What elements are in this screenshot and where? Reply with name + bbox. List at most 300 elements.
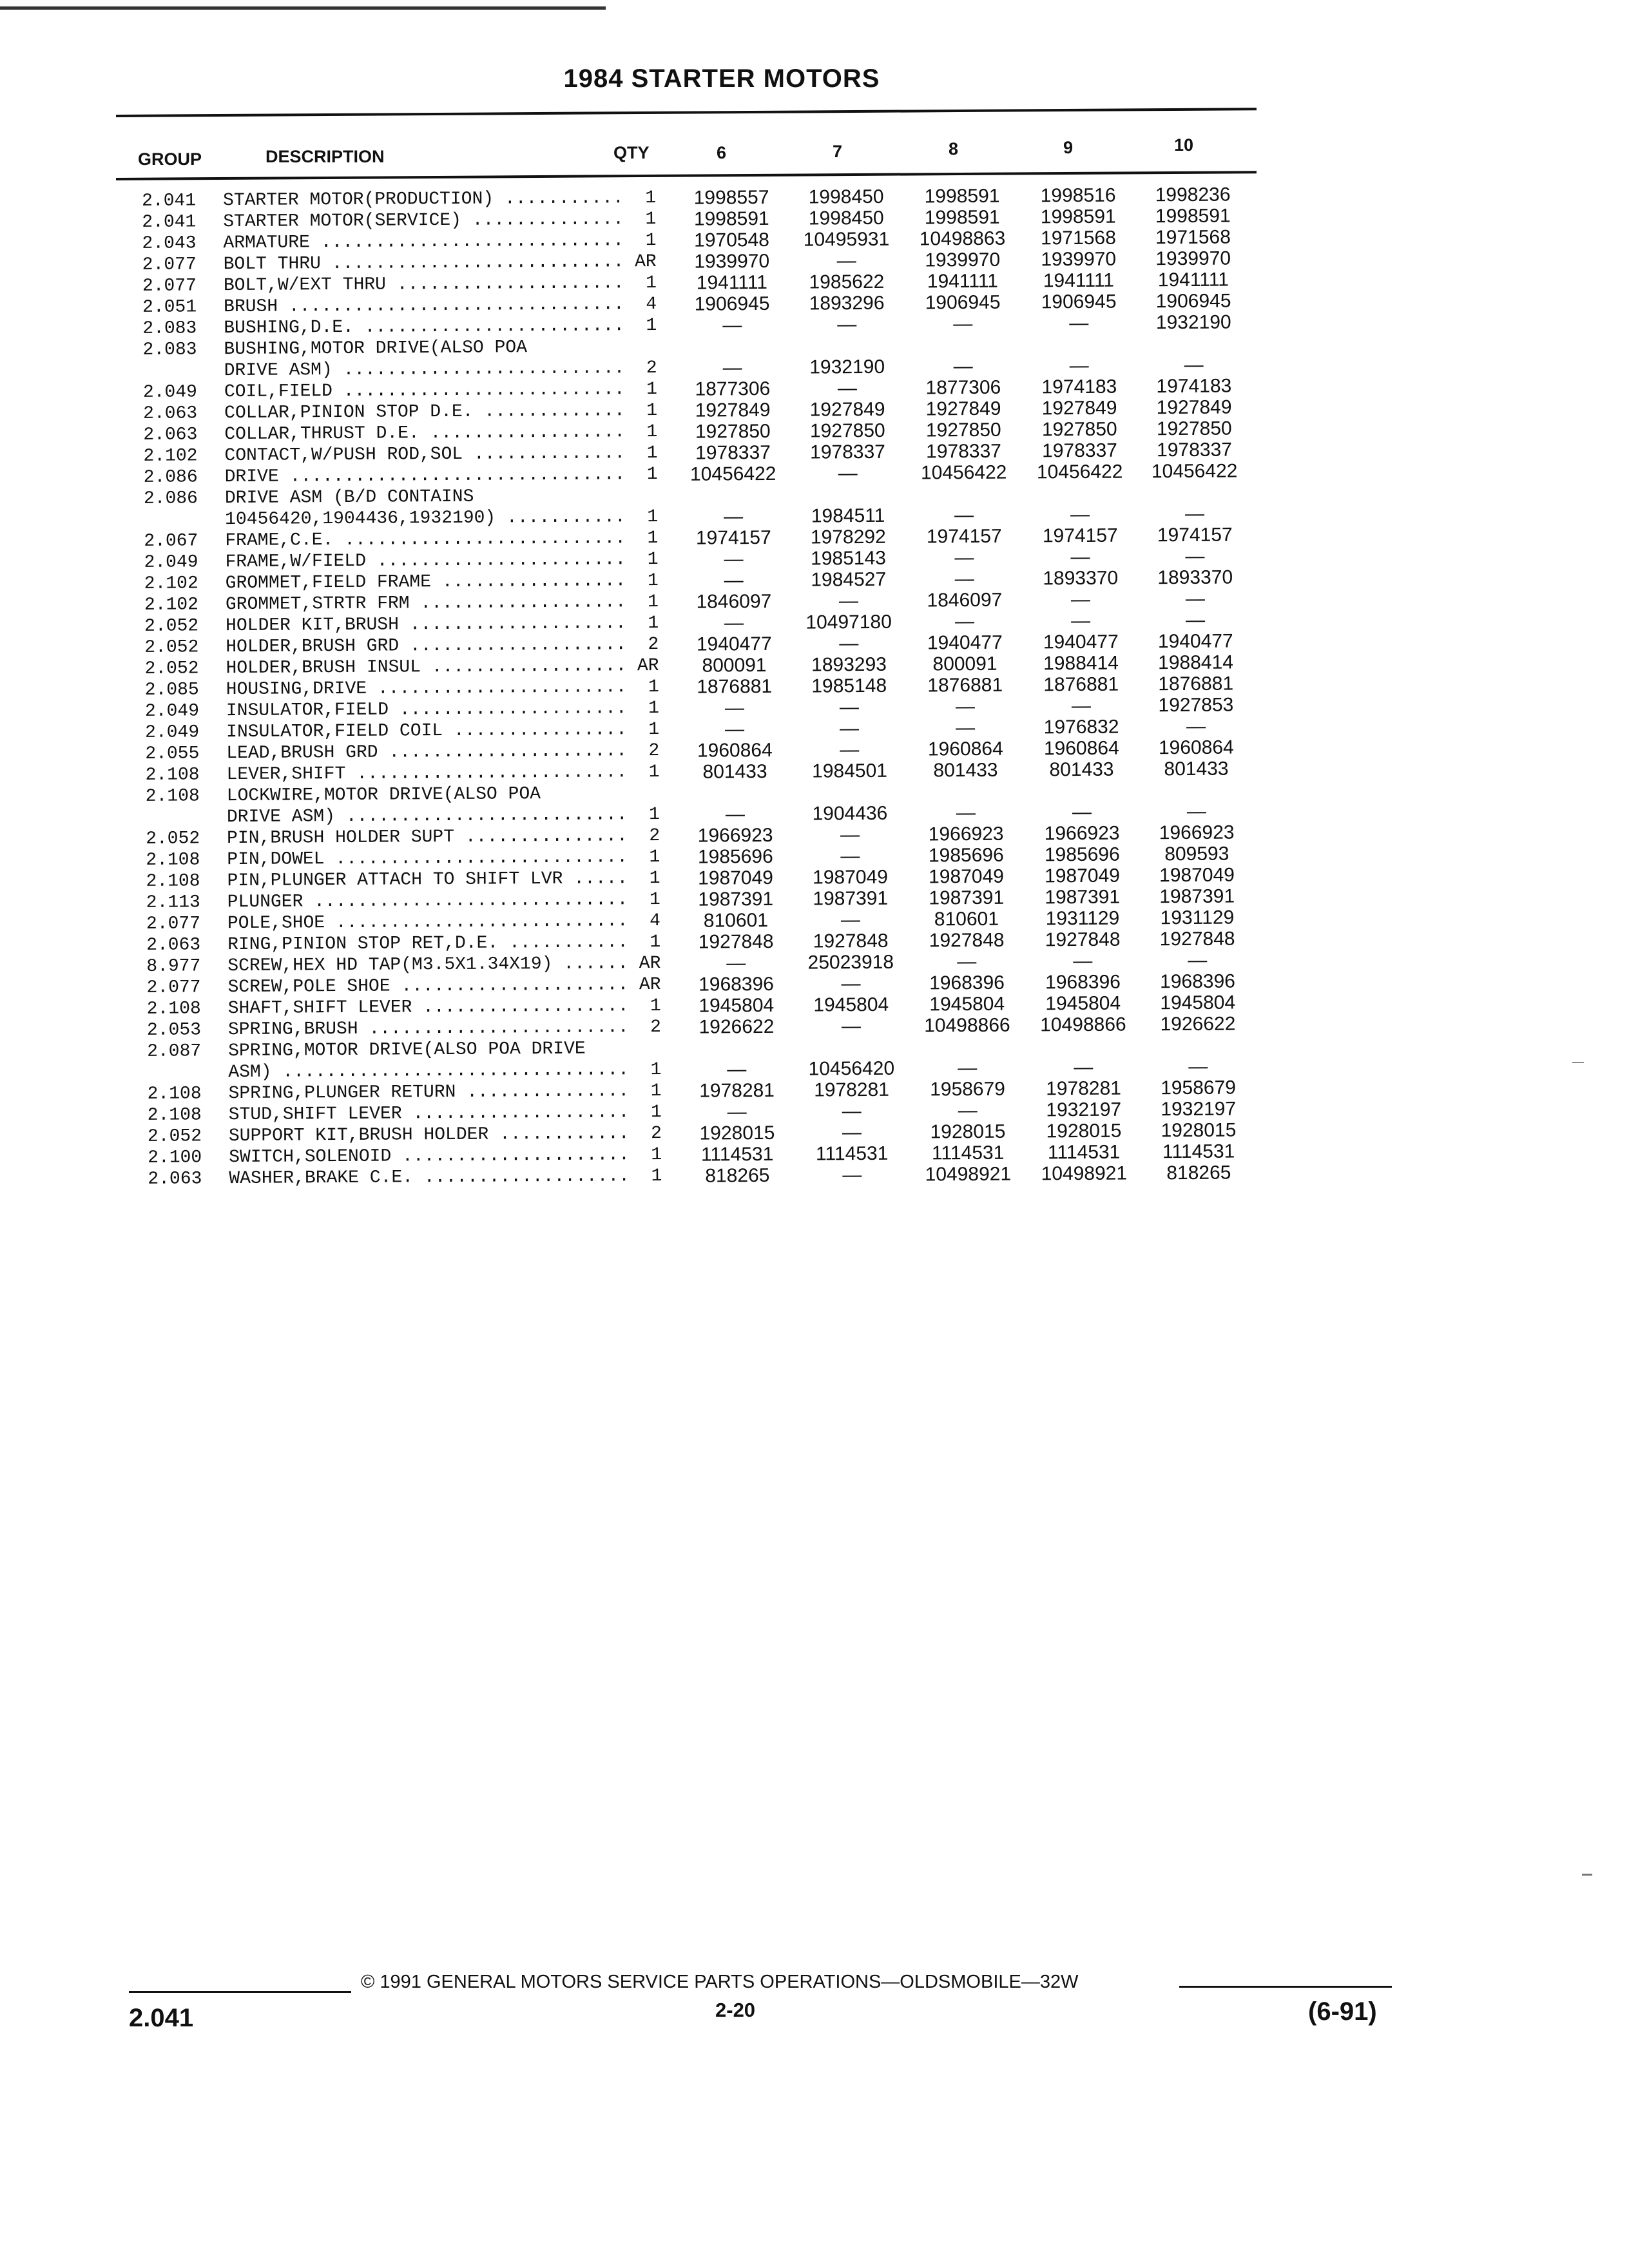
part-number-col-7: 1987391 [813, 887, 889, 910]
quantity: 1 [627, 1166, 662, 1187]
header-bottom-rule [116, 171, 1257, 180]
part-number-col-10: 801433 [1164, 758, 1229, 780]
part-number-col-7: — [840, 739, 860, 761]
part-number-col-7: — [841, 973, 861, 995]
part-number-col-7: 1998450 [808, 207, 884, 229]
part-description: ARMATURE ..... [223, 230, 642, 254]
part-number-col-8: — [957, 950, 977, 973]
quantity: 1 [624, 570, 659, 591]
part-description: WASHER,BRAKE C.E. ..... [229, 1166, 648, 1189]
part-number-col-6: — [724, 697, 745, 719]
header-qty: QTY [613, 143, 650, 162]
page-title: 1984 STARTER MOTORS [563, 64, 880, 93]
part-number-col-9: 1987049 [1045, 865, 1121, 887]
part-number-col-8: — [953, 313, 973, 335]
part-number-col-7: 1114531 [815, 1142, 889, 1165]
part-number-col-10: 1941111 [1157, 269, 1229, 291]
part-number-col-9: 1893370 [1043, 567, 1119, 590]
part-description: SCREW,POLE SHOE ..... [227, 974, 646, 998]
part-number-col-9: 801433 [1049, 758, 1114, 781]
part-number-col-7: 1985622 [809, 271, 885, 293]
part-description: GROMMET,FIELD FRAME ..... [226, 570, 644, 594]
part-number-col-6: 818265 [705, 1164, 770, 1187]
part-description: ASM) ..... [228, 1059, 647, 1083]
part-number-col-9: — [1074, 1056, 1094, 1079]
part-number-col-6: 1876881 [697, 675, 773, 698]
part-number-col-8: — [956, 802, 976, 824]
part-number-col-10: — [1185, 545, 1205, 567]
part-number-col-6: 810601 [703, 909, 769, 932]
part-description: LEAD,BRUSH GRD ..... [226, 740, 645, 764]
part-number-col-9: 10456422 [1036, 461, 1123, 483]
part-description: COIL,FIELD ..... [224, 379, 643, 403]
part-number-col-9: — [1069, 312, 1089, 334]
part-number-col-10: 1987049 [1159, 864, 1235, 887]
part-number-col-7: 1945804 [813, 994, 889, 1016]
quantity: 1 [622, 443, 657, 464]
part-number-col-8: 1927848 [929, 929, 1005, 952]
quantity: 1 [621, 230, 656, 251]
part-number-col-10: 1998591 [1155, 205, 1231, 227]
part-number-col-6: — [725, 718, 745, 740]
part-number-col-7: 1985148 [811, 675, 887, 697]
quantity: 1 [622, 315, 657, 336]
part-number-col-7: 1978292 [810, 526, 886, 548]
group-number: 2.063 [143, 403, 198, 424]
part-number-col-9: — [1071, 610, 1091, 632]
group-number: 2.041 [142, 191, 197, 211]
part-number-col-8: 1877306 [925, 376, 1001, 399]
part-number-col-10: 1960864 [1158, 736, 1234, 759]
part-number-col-10: 1932197 [1161, 1098, 1237, 1120]
part-number-col-8: — [955, 610, 975, 633]
group-number: 2.043 [142, 233, 197, 254]
part-description: PLUNGER ..... [227, 889, 646, 913]
part-number-col-6: 1928015 [699, 1122, 775, 1144]
part-description: RING,PINION STOP RET,D.E. ..... [227, 932, 646, 956]
part-number-col-10: 1893370 [1157, 566, 1233, 589]
part-number-col-7: 10456420 [808, 1057, 895, 1080]
quantity: 1 [626, 1059, 661, 1081]
part-description: INSULATOR,FIELD ..... [226, 698, 645, 722]
group-number: 2.085 [144, 680, 199, 700]
part-number-col-9: 1976832 [1043, 716, 1119, 738]
quantity: AR [624, 655, 659, 677]
part-number-col-7: — [842, 1164, 862, 1186]
part-number-col-10: 1987391 [1159, 885, 1235, 908]
quantity: 2 [626, 1017, 661, 1038]
group-number: 2.102 [144, 573, 198, 594]
part-number-col-7: 1987049 [813, 866, 889, 889]
group-number: 2.063 [143, 425, 198, 445]
part-description: LEVER,SHIFT ..... [226, 762, 645, 785]
part-number-col-6: — [724, 612, 744, 634]
part-number-col-6: 801433 [702, 760, 767, 783]
part-number-col-9: — [1070, 546, 1090, 568]
part-number-col-10: 1958679 [1161, 1077, 1237, 1099]
part-number-col-6: 1114531 [700, 1143, 774, 1166]
quantity: 1 [622, 379, 657, 400]
part-description: PIN,DOWEL ..... [227, 847, 646, 870]
part-description: DRIVE ..... [225, 464, 644, 488]
group-number: 2.108 [146, 850, 200, 870]
group-number: 2.077 [146, 977, 201, 998]
part-description: DRIVE ASM) ..... [224, 358, 643, 381]
part-number-col-6: 1941111 [696, 271, 768, 294]
part-number-col-8: 1927849 [925, 398, 1001, 420]
group-number: 2.108 [147, 1084, 202, 1104]
part-number-col-7: — [839, 697, 860, 718]
part-number-col-9: 1974157 [1042, 524, 1118, 547]
part-number-col-9: 1985696 [1044, 843, 1120, 866]
part-number-col-9: 1927850 [1041, 418, 1117, 441]
quantity: 2 [625, 825, 660, 847]
part-description: FRAME,C.E. ..... [225, 528, 644, 552]
part-description: HOUSING,DRIVE ..... [226, 677, 645, 700]
part-number-col-6: 1974157 [695, 526, 771, 549]
part-number-col-7: 10495931 [803, 228, 890, 251]
part-number-col-10: — [1186, 800, 1207, 822]
part-number-col-10: — [1188, 1055, 1208, 1077]
part-number-col-8: — [954, 568, 974, 590]
part-number-col-9: 1931129 [1045, 907, 1120, 930]
part-description: FRAME,W/FIELD ..... [225, 549, 644, 573]
part-number-col-6: — [725, 803, 746, 825]
part-number-col-8: 1927850 [925, 419, 1001, 441]
part-number-col-6: 1987049 [698, 867, 774, 889]
part-number-col-10: 1974157 [1157, 524, 1233, 546]
footer-rule-left [129, 1991, 351, 1993]
part-number-col-6: 800091 [702, 654, 767, 677]
group-number: 2.052 [144, 658, 199, 679]
footer-page-number: 2-20 [715, 1999, 756, 2021]
footer-group-number: 2.041 [129, 2004, 194, 2032]
quantity: 1 [627, 1144, 662, 1166]
part-number-col-8: — [958, 1057, 978, 1079]
part-number-col-6: 1945804 [699, 994, 775, 1017]
part-description: COLLAR,THRUST D.E. ..... [224, 421, 643, 445]
part-description: STUD,SHIFT LEVER ..... [229, 1102, 648, 1126]
group-number: 2.102 [143, 446, 198, 466]
part-number-col-8: 1998591 [924, 185, 1000, 207]
group-number: 2.113 [146, 892, 200, 913]
part-number-col-6: 1978281 [699, 1079, 775, 1102]
part-number-col-10: — [1184, 503, 1205, 524]
part-number-col-9: 1998591 [1040, 206, 1116, 228]
part-number-col-10: 1927850 [1156, 418, 1232, 440]
part-number-col-9: 10498866 [1040, 1014, 1126, 1036]
part-number-col-9: 1114531 [1047, 1141, 1121, 1164]
part-number-col-8: 1846097 [927, 589, 1003, 611]
part-description: SUPPORT KIT,BRUSH HOLDER ..... [229, 1123, 648, 1147]
quantity: 1 [624, 719, 659, 740]
part-description: SPRING,MOTOR DRIVE(ALSO POA DRIVE [228, 1039, 586, 1062]
scan-mark [1582, 1874, 1592, 1876]
part-description: PIN,BRUSH HOLDER SUPT ..... [227, 825, 646, 849]
part-number-col-7: — [841, 1015, 862, 1037]
group-number: 2.051 [142, 297, 197, 318]
scan-mark [1572, 1062, 1584, 1063]
quantity: 2 [627, 1123, 662, 1144]
part-number-col-10: 1931129 [1160, 907, 1235, 929]
part-number-col-10: 1928015 [1161, 1119, 1237, 1142]
group-number: 2.049 [144, 701, 200, 722]
part-number-col-6: — [724, 548, 744, 570]
part-description: STARTER MOTOR(SERVICE) ..... [223, 209, 642, 233]
part-number-col-6: 1985696 [697, 845, 773, 868]
part-number-col-10: — [1185, 588, 1206, 610]
part-description: SPRING,PLUNGER RETURN ..... [228, 1081, 647, 1104]
part-number-col-6: — [727, 1059, 747, 1081]
part-number-col-7: — [839, 633, 859, 655]
group-number: 2.052 [144, 637, 199, 658]
group-number: 2.108 [146, 999, 201, 1019]
quantity: 1 [623, 506, 658, 528]
part-number-col-7: 1927849 [809, 398, 885, 421]
part-number-col-6: 1998557 [693, 186, 769, 209]
group-number: 2.053 [146, 1020, 202, 1041]
part-number-col-8: 1960864 [927, 738, 1003, 760]
part-number-col-8: 1941111 [927, 270, 999, 293]
part-number-col-6: 10456422 [689, 463, 776, 485]
group-number [144, 509, 221, 510]
part-description: BUSHING,MOTOR DRIVE(ALSO POA [224, 338, 528, 360]
quantity: 1 [625, 804, 660, 825]
part-description: DRIVE ASM (B/D CONTAINS [224, 486, 474, 509]
part-number-col-7: 1978337 [809, 441, 885, 463]
part-number-col-8: 1928015 [930, 1120, 1006, 1143]
header-description: DESCRIPTION [265, 147, 385, 166]
part-number-col-8: 1906945 [925, 291, 1001, 314]
part-number-col-7: 25023918 [807, 951, 894, 974]
part-number-col-9: — [1069, 354, 1089, 377]
header-col-6: 6 [717, 143, 727, 162]
quantity: 1 [621, 209, 656, 230]
part-number-col-6: — [726, 952, 746, 974]
part-number-col-9: — [1073, 950, 1093, 972]
group-number: 2.108 [147, 1105, 202, 1126]
group-number: 2.100 [148, 1148, 202, 1168]
part-description: BOLT THRU ..... [224, 251, 642, 275]
part-number-col-8: 1987049 [929, 865, 1005, 888]
quantity: 1 [624, 591, 659, 613]
part-description: GROMMET,STRTR FRM ..... [226, 591, 644, 615]
part-number-col-9: 1966923 [1044, 822, 1120, 845]
quantity: 1 [626, 889, 660, 910]
part-number-col-10: — [1188, 949, 1208, 971]
quantity: 1 [624, 677, 659, 698]
part-number-col-10: 1971568 [1155, 226, 1231, 249]
part-number-col-9: — [1071, 695, 1092, 717]
part-description: DRIVE ASM) ..... [227, 804, 646, 828]
part-number-col-8: 1974157 [926, 525, 1002, 548]
group-number: 2.052 [147, 1126, 202, 1147]
part-number-col-7: — [842, 1100, 862, 1122]
header-col-7: 7 [833, 142, 843, 161]
part-number-col-9: 1998516 [1040, 184, 1116, 207]
quantity: 1 [626, 932, 660, 953]
part-number-col-7: 1932190 [809, 356, 885, 378]
quantity: AR [626, 953, 660, 974]
part-number-col-10: 1876881 [1158, 673, 1234, 695]
part-number-col-6: 1877306 [695, 378, 771, 400]
group-number: 2.083 [142, 318, 197, 339]
part-number-col-8: 1978337 [925, 440, 1001, 463]
quantity: 1 [625, 847, 660, 868]
part-number-col-7: — [840, 845, 860, 867]
part-description: COLLAR,PINION STOP D.E. ..... [224, 400, 643, 424]
part-description: INSULATOR,FIELD COIL ..... [226, 719, 645, 743]
footer-copyright: © 1991 GENERAL MOTORS SERVICE PARTS OPERATIONS—OLDSMOBILE—32W [361, 1972, 1079, 1992]
group-number: 2.052 [144, 616, 199, 637]
part-number-col-6: 1926622 [699, 1015, 775, 1038]
part-number-col-6: 1987391 [698, 888, 774, 910]
part-description: BOLT,W/EXT THRU ..... [224, 273, 642, 296]
part-number-col-8: 1940477 [927, 631, 1003, 654]
group-number: 2.102 [144, 595, 199, 615]
part-number-col-6: — [722, 357, 742, 379]
group-number: 2.108 [145, 765, 200, 785]
group-number: 2.049 [145, 722, 200, 743]
top-edge-rule [0, 6, 606, 10]
part-number-col-10: — [1186, 609, 1206, 631]
quantity: 1 [622, 273, 657, 294]
part-description: POLE,SHOE ..... [227, 910, 646, 934]
part-number-col-8: 800091 [932, 653, 998, 675]
group-number: 2.052 [146, 829, 200, 849]
part-number-col-6: — [727, 1101, 747, 1123]
part-number-col-10: 1988414 [1157, 651, 1233, 674]
part-number-col-7: — [836, 250, 856, 272]
quantity: 1 [626, 1081, 661, 1102]
part-number-col-10: 1968396 [1160, 970, 1236, 993]
quantity: 1 [623, 528, 658, 549]
part-number-col-10: 809593 [1164, 843, 1229, 865]
part-number-col-7: — [842, 1122, 862, 1144]
part-number-col-6: — [722, 314, 742, 336]
group-number: 2.083 [142, 340, 197, 360]
part-number-col-10: 1927849 [1156, 396, 1232, 419]
part-number-col-9: 1971568 [1040, 227, 1116, 249]
part-number-col-9: 1876881 [1043, 673, 1119, 696]
part-number-col-10: 10456422 [1151, 460, 1238, 483]
part-description: BUSHING,D.E. ..... [224, 315, 642, 339]
part-number-col-10: 1927848 [1159, 928, 1235, 950]
part-number-col-9: 1928015 [1046, 1120, 1122, 1142]
part-number-col-10: 1940477 [1157, 630, 1233, 653]
part-number-col-9: 1974183 [1041, 376, 1117, 398]
part-number-col-9: — [1070, 503, 1090, 526]
part-number-col-8: 1966923 [928, 823, 1004, 845]
header-top-rule [116, 108, 1257, 117]
quantity: 1 [625, 868, 660, 889]
header-col-9: 9 [1063, 138, 1074, 157]
group-number: 2.049 [144, 552, 198, 573]
part-number-col-9: 1960864 [1043, 737, 1119, 760]
part-number-col-9: 1940477 [1043, 631, 1119, 653]
quantity: 2 [622, 358, 657, 379]
part-number-col-9: 1978337 [1041, 439, 1117, 462]
part-number-col-7: 1984501 [812, 760, 888, 782]
group-number: 2.041 [142, 212, 197, 233]
header-col-10: 10 [1174, 135, 1194, 155]
part-number-col-6: — [724, 570, 744, 591]
part-number-col-9: 10498921 [1041, 1162, 1128, 1185]
quantity: 1 [627, 1102, 662, 1123]
part-number-col-8: 1987391 [929, 887, 1005, 909]
quantity: 1 [624, 613, 659, 634]
part-number-col-7: — [840, 909, 861, 931]
part-number-col-8: — [955, 695, 976, 718]
part-number-col-8: — [958, 1099, 978, 1122]
group-number: 2.077 [142, 276, 197, 296]
part-number-col-8: 1876881 [927, 674, 1003, 697]
part-number-col-6: 1927848 [698, 930, 774, 953]
part-number-col-10: 1906945 [1155, 290, 1231, 312]
part-number-col-10: 1974183 [1156, 375, 1232, 398]
part-number-col-7: — [837, 314, 857, 336]
quantity: 4 [622, 294, 657, 315]
part-description: SWITCH,SOLENOID ..... [229, 1144, 648, 1168]
part-number-col-8: 1968396 [929, 972, 1005, 994]
part-number-col-10: 1939970 [1155, 247, 1231, 270]
part-number-col-7: 1984511 [811, 505, 885, 527]
part-description: LOCKWIRE,MOTOR DRIVE(ALSO POA [226, 784, 541, 807]
quantity: 1 [626, 995, 661, 1017]
quantity: 1 [624, 762, 659, 783]
part-number-col-10: 1114531 [1162, 1140, 1235, 1163]
part-number-col-8: — [954, 546, 974, 569]
part-description: HOLDER,BRUSH GRD ..... [226, 634, 644, 658]
part-number-col-7: — [840, 718, 860, 740]
part-number-col-6: 1998591 [693, 207, 769, 230]
quantity: AR [622, 251, 657, 273]
part-number-col-10: 818265 [1166, 1162, 1231, 1184]
part-number-col-10: — [1186, 715, 1206, 737]
part-number-col-10: 1926622 [1160, 1013, 1236, 1035]
part-number-col-8: 1998591 [924, 206, 1000, 229]
part-number-col-9: 1968396 [1045, 971, 1121, 994]
part-number-col-6: 1978337 [695, 441, 771, 464]
part-number-col-8: 1939970 [925, 249, 1001, 271]
part-number-col-7: 1893293 [811, 653, 887, 676]
part-number-col-8: 1958679 [930, 1078, 1006, 1100]
part-number-col-6: 1927850 [695, 420, 771, 443]
group-number [143, 360, 220, 361]
group-number: 2.077 [142, 255, 197, 275]
part-number-col-9: 1939970 [1041, 248, 1117, 271]
quantity: 2 [624, 740, 659, 762]
quantity: 1 [623, 464, 658, 485]
part-number-col-8: 1114531 [931, 1142, 1005, 1164]
group-number: 2.063 [146, 935, 201, 956]
part-number-col-6: — [724, 506, 744, 528]
part-number-col-8: — [953, 356, 973, 378]
part-description: SHAFT,SHIFT LEVER ..... [228, 995, 647, 1019]
part-number-col-8: 1985696 [928, 844, 1004, 867]
part-number-col-6: 1970548 [693, 229, 769, 251]
group-number: 2.108 [146, 871, 200, 892]
part-number-col-6: 1939970 [694, 250, 770, 273]
part-number-col-6: 1940477 [696, 633, 772, 655]
part-number-col-10: 1966923 [1159, 822, 1235, 844]
part-number-col-9: — [1072, 801, 1092, 823]
part-number-col-7: 1904436 [812, 802, 888, 825]
part-number-col-9: 1987391 [1045, 886, 1121, 908]
quantity: 1 [624, 698, 659, 719]
part-description: CONTACT,W/PUSH ROD,SOL ..... [224, 443, 643, 466]
part-number-col-8: 1945804 [929, 993, 1005, 1015]
